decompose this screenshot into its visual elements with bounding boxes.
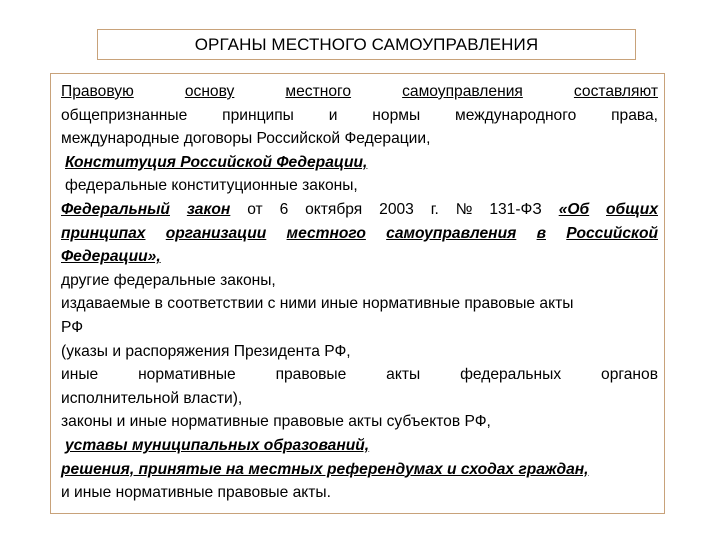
word: органов <box>601 366 658 384</box>
word: 131-ФЗ <box>489 200 542 218</box>
text-line-14: исполнительной власти), <box>61 389 243 407</box>
word: организации <box>165 224 267 242</box>
word: местного <box>286 224 366 242</box>
text-line-12: (указы и распоряжения Президента РФ, <box>61 342 351 360</box>
word: международного <box>455 106 577 124</box>
text-line-7 <box>61 222 658 246</box>
word: составляют <box>573 83 658 100</box>
text-line-2 <box>61 104 658 128</box>
title-box <box>97 29 636 60</box>
word: г. <box>430 200 439 218</box>
content-box <box>50 73 665 514</box>
word: 6 <box>279 200 289 218</box>
text-line-5: федеральные конституционные законы, <box>65 177 358 195</box>
text-line-10: издаваемые в соответствии с ними иные нормативные правовые акты <box>61 295 574 313</box>
text-line-6 <box>61 198 658 222</box>
text-line-16 <box>61 434 658 458</box>
word: нормы <box>372 106 421 124</box>
page-title: ОРГАНЫ МЕСТНОГО САМОУПРАВЛЕНИЯ <box>194 34 539 54</box>
word: принципах <box>61 224 146 242</box>
text-line-18: и иные нормативные правовые акты. <box>61 484 331 502</box>
text-line-17 <box>61 458 658 482</box>
word: самоуправления <box>402 83 523 100</box>
text-line-4 <box>61 151 658 175</box>
word: общепризнанные <box>61 106 188 124</box>
word: общих <box>606 200 658 218</box>
word: правовые <box>275 366 347 384</box>
text-line-3: международные договоры Российской Федерации, <box>61 130 431 148</box>
text-line-1 <box>61 80 658 104</box>
referendum-text: решения, принятые на местных референдумах и сходах граждан, <box>61 460 589 478</box>
text-line-15: законы и иные нормативные правовые акты субъектов РФ, <box>61 413 491 431</box>
word: акты <box>386 366 421 384</box>
word: местного <box>285 83 352 100</box>
word: права, <box>611 106 658 124</box>
text-line-11: РФ <box>61 318 84 336</box>
word: принципы <box>222 106 294 124</box>
word: закон <box>186 200 231 218</box>
text-line-13 <box>61 363 658 387</box>
word: самоуправления <box>386 224 517 242</box>
word: от <box>247 200 263 218</box>
word: и <box>328 106 338 124</box>
word: иные <box>61 366 99 384</box>
constitution-text: Конституция Российской Федерации, <box>65 153 368 171</box>
word: Российской <box>566 224 658 242</box>
word: Правовую <box>61 83 134 100</box>
word: в <box>536 224 546 242</box>
word: № <box>455 200 473 218</box>
word: «Об <box>558 200 590 218</box>
word: федеральных <box>460 366 562 384</box>
text-line-8 <box>61 245 658 269</box>
law-name-end: Федерации», <box>61 248 161 266</box>
word: нормативные <box>138 366 236 384</box>
charters-text: уставы муниципальных образований, <box>65 436 370 454</box>
word: октября <box>305 200 363 218</box>
text-line-9: другие федеральные законы, <box>61 271 276 289</box>
word: 2003 <box>379 200 414 218</box>
word: Федеральный <box>61 200 170 218</box>
word: основу <box>184 83 235 100</box>
